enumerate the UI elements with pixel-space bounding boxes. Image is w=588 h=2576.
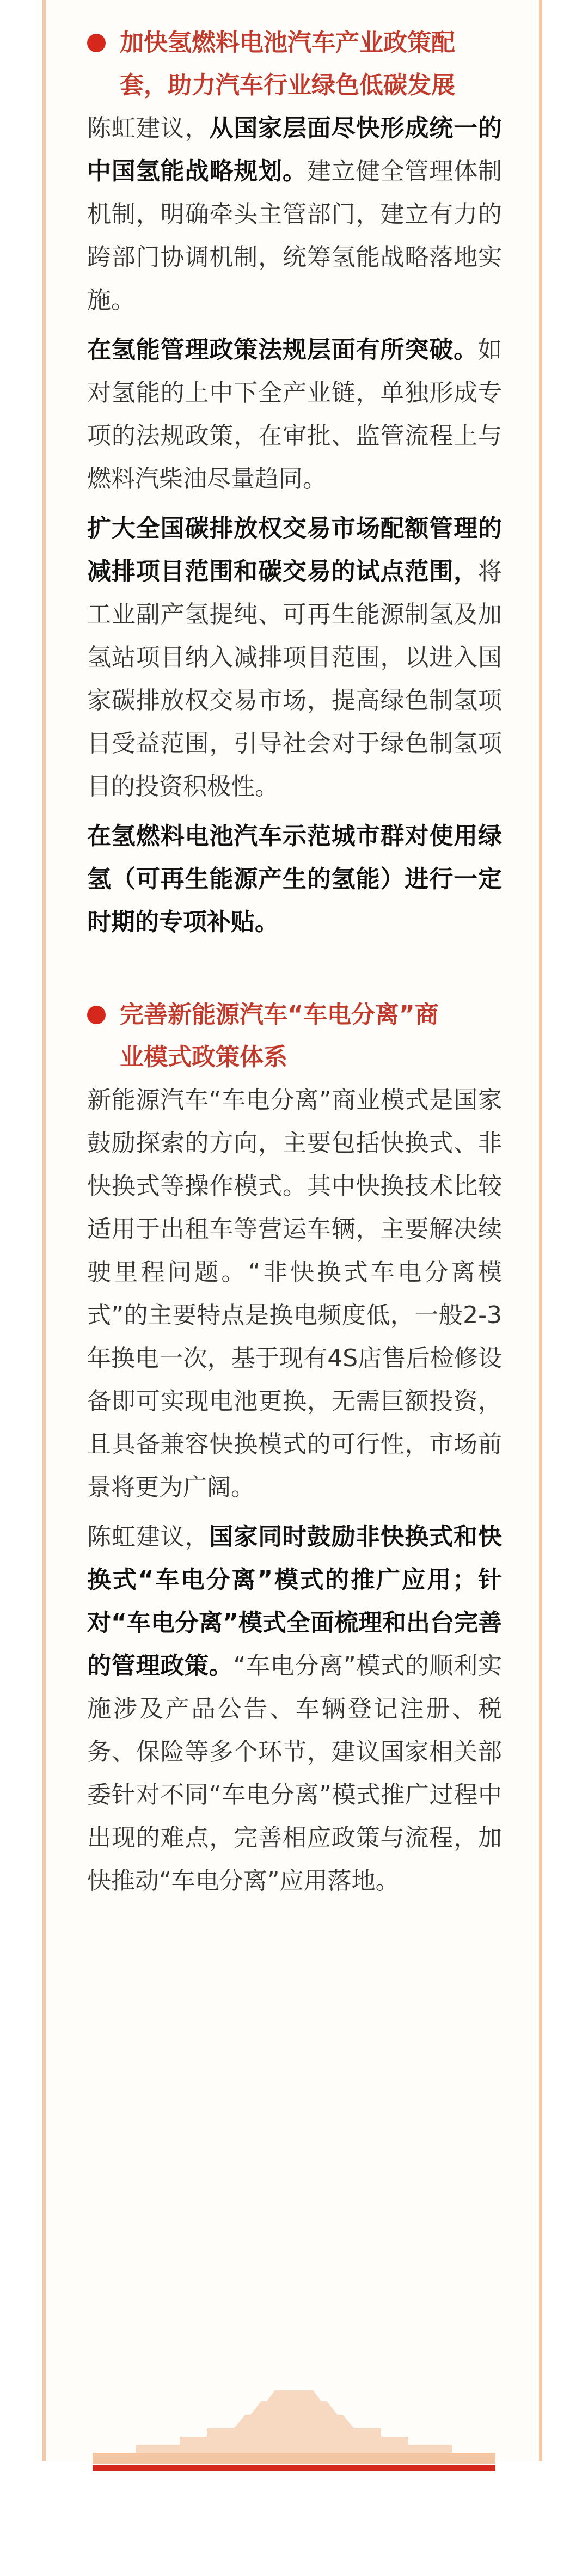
paragraph [87,107,502,322]
text-bold: 扩大全国碳排放权交易市场配额管理的减排项目范围和碳交易的试点范围， [87,515,502,585]
bullet-dot-icon [87,1006,106,1024]
paragraph [87,1079,502,1509]
section-heading-line1: 加快氢燃料电池汽车产业政策配 [120,29,455,57]
section-heading-line2: 业模式政策体系 [120,1043,287,1071]
text-normal: 陈虹建议， [87,114,210,142]
text-bold: 在氢能管理政策法规层面有所突破。 [87,336,478,364]
paragraph [87,507,502,808]
footer-decoration [71,2363,517,2483]
section-heading-hydrogen [87,22,502,107]
section-heading-line2: 套，助力汽车行业绿色低碳发展 [120,71,455,99]
bullet-dot-icon [87,34,106,52]
text-normal: 将工业副产氢提纯、可再生能源制氢及加氢站项目纳入减排项目范围，以进入国家碳排放权交易市场，提高绿色制氢项目受益范围，引导社会对于绿色制氢项目的投资积极性。 [87,558,502,800]
paragraph [87,328,502,500]
text-normal: 新能源汽车“车电分离”商业模式是国家鼓励探索的方向，主要包括快换式、非快换式等操作模式。其中快换技术比较适用于出租车等营运车辆，主要解决续驶里程问题。“非快换式车电分离模式”的主要特点是换电频度低，一般2-3年换电一次，基于现有4S店售后检修设备即可实现电池更换，无需巨额投资，且具备兼容快换模式的可行性，市场前景将更为广阔。 [87,1086,502,1501]
section-spacer [87,950,502,994]
text-normal: 陈虹建议， [87,1523,210,1551]
paragraph [87,815,502,944]
text-bold: 在氢燃料电池汽车示范城市群对使用绿氢（可再生能源产生的氢能）进行一定时期的专项补贴。 [87,822,502,936]
section-heading-battery-swap [87,994,502,1079]
article-content [87,22,502,1909]
tiananmen-silhouette-icon [71,2363,517,2483]
section-heading-line1: 完善新能源汽车“车电分离”商 [120,1001,439,1029]
text-normal: 如对氢能的上中下全产业链，单独形成专项的法规政策，在审批、监管流程上与燃料汽柴油尽量趋同。 [87,336,502,493]
paragraph [87,1515,502,1902]
text-bold: 从国家层面尽快形成统一的中国氢能战略规划。 [87,114,502,185]
text-bold: 国家同时鼓励非快换式和快换式“车电分离”模式的推广应用；针对“车电分离”模式全面梳理和出台完善的管理政策。 [87,1523,502,1680]
text-normal: “车电分离”模式的顺利实施涉及产品公告、车辆登记注册、税务、保险等多个环节，建议国家相关部委针对不同“车电分离”模式推广过程中出现的难点，完善相应政策与流程，加快推动“车电分离”应用落地。 [87,1652,503,1895]
text-normal: 建立健全管理体制机制，明确牵头主管部门，建立有力的跨部门协调机制，统筹氢能战略落地实施。 [87,157,502,314]
